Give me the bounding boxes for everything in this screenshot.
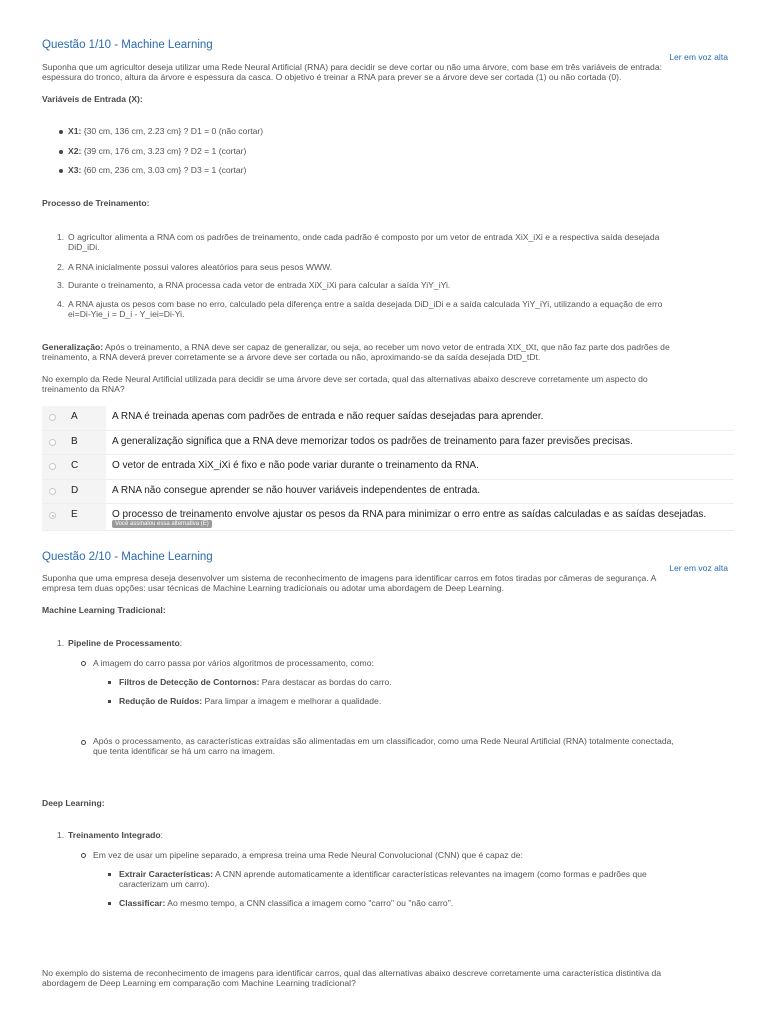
question-2-title: Questão 2/10 - Machine Learning	[42, 551, 213, 563]
paragraph-line: treinamento, a RNA deverá prever corretamente se a árvore deve ser cortada ou não, aproximando-se da saída desejada DtD_tDt.	[42, 352, 541, 363]
selected-answer-badge: Você assinalou essa alternativa (E)	[112, 520, 212, 528]
list-number: 1.	[57, 638, 65, 648]
intro-line: empresa tem duas opções: usar técnicas de Machine Learning tradicionais ou adotar uma abordagem de Deep Learning.	[42, 583, 504, 594]
inputs-heading: Variáveis de Entrada (X):	[42, 94, 143, 104]
list-item: Durante o treinamento, a RNA processa cada vetor de entrada XiX_iXi para calcular a saída YiY_iYi.	[68, 280, 451, 290]
list-number: 1.	[57, 232, 65, 242]
prompt-line: No exemplo do sistema de reconhecimento de imagens para identificar carros, qual das alternativas abaixo descreve corretamente uma característica distintiva da	[42, 968, 662, 978]
list-number: 4.	[57, 299, 65, 309]
list-item-line: DiD_iDi.	[68, 242, 100, 253]
colon: :	[160, 830, 164, 840]
option-letter: C	[71, 460, 79, 471]
list-item	[68, 638, 182, 648]
option-text: A RNA é treinada apenas com padrões de entrada e não requer saídas desejadas para aprender.	[112, 411, 544, 422]
intro-line: espessura do tronco, altura da árvore e espessura da casca. O objetivo é treinar a RNA para prever se a árvore deve ser cortada (1) ou não cortada (0).	[42, 72, 622, 83]
generalization-text: Após o treinamento, a RNA deve ser capaz de generalizar, ou seja, ao receber um novo vetor de entrada XtX_tXt, que não faz parte dos padrões de	[103, 342, 670, 352]
option-letter: D	[71, 484, 79, 496]
pipeline-label: Pipeline de Processamento	[68, 638, 180, 648]
extract-label: Extrair Características:	[119, 869, 214, 879]
list-item	[119, 677, 392, 687]
generalization-label: Generalização:	[42, 342, 104, 352]
bullet-icon	[59, 150, 63, 154]
intro-line: Suponha que um agricultor deseja utilizar uma Rede Neural Artificial (RNA) para decidir se deve cortar ou não uma árvore, com base em três variáveis de entrada:	[42, 62, 663, 72]
extract-text: A CNN aprende automaticamente a identificar características relevantes na imagem (como formas e padrões que	[213, 869, 647, 879]
option-letter: A	[71, 411, 78, 422]
list-item	[119, 869, 729, 890]
prompt-line: treinamento da RNA?	[42, 384, 125, 395]
list-item	[68, 232, 728, 253]
traditional-ml-heading: Machine Learning Tradicional:	[42, 605, 166, 615]
circle-bullet-icon	[81, 740, 86, 745]
list-item	[119, 696, 381, 706]
list-item	[68, 299, 728, 320]
radio-button[interactable]	[49, 488, 56, 495]
list-item: Em vez de usar um pipeline separado, a empresa treina uma Rede Neural Convolucional (CNN) que é capaz de:	[93, 850, 523, 860]
option-row[interactable]	[42, 455, 734, 480]
prompt-line: No exemplo da Rede Neural Artificial utilizada para decidir se uma árvore deve ser cortada, qual das alternativas abaixo descreve corretamente um aspecto do	[42, 374, 648, 384]
input-text: {60 cm, 236 cm, 3.03 cm} ? D3 = 1 (cortar)	[81, 165, 247, 175]
deep-learning-heading: Deep Learning:	[42, 798, 105, 808]
list-item	[68, 165, 246, 175]
option-row[interactable]	[42, 480, 734, 505]
square-bullet-icon	[108, 873, 111, 876]
training-heading: Processo de Treinamento:	[42, 198, 150, 208]
read-aloud-link[interactable]: Ler em voz alta	[669, 52, 728, 62]
question-1-prompt	[42, 374, 732, 395]
integrated-label: Treinamento Integrado	[68, 830, 161, 840]
list-item	[93, 736, 733, 757]
question-2-intro	[42, 573, 732, 594]
square-bullet-icon	[108, 902, 111, 905]
list-item-line: caracterizam um carro).	[119, 879, 210, 890]
list-item: A imagem do carro passa por vários algoritmos de processamento, como:	[93, 658, 374, 668]
list-item: A RNA inicialmente possui valores aleatórios para seus pesos WWW.	[68, 262, 333, 272]
colon: :	[179, 638, 183, 648]
option-text: O vetor de entrada XiX_iXi é fixo e não pode variar durante o treinamento da RNA.	[112, 460, 479, 471]
list-number: 3.	[57, 280, 65, 290]
input-label: X3:	[68, 165, 82, 175]
square-bullet-icon	[108, 681, 111, 684]
list-item-line: O agricultor alimenta a RNA com os padrões de treinamento, onde cada padrão é composto por um vetor de entrada XiX_iXi e a respectiva saída desejada	[68, 232, 660, 242]
option-text: A generalização significa que a RNA deve memorizar todos os padrões de treinamento para fazer previsões precisas.	[112, 435, 633, 447]
radio-button-selected[interactable]	[49, 512, 56, 519]
option-letter: E	[71, 509, 78, 520]
filter-label: Filtros de Detecção de Contornos:	[119, 677, 260, 687]
option-row[interactable]	[42, 431, 734, 456]
option-row[interactable]	[42, 406, 734, 431]
paragraph-line	[42, 342, 732, 352]
read-aloud-link[interactable]: Ler em voz alta	[669, 563, 728, 573]
classify-label: Classificar:	[119, 898, 166, 908]
question-2-prompt	[42, 968, 732, 989]
list-item-line: que tenta identificar se há um carro na imagem.	[93, 746, 275, 757]
prompt-line: abordagem de Deep Learning em comparação com Machine Learning tradicional?	[42, 978, 356, 989]
list-item-line: ei=Di-Yie_i = D_i - Y_iei=Di-Yi.	[68, 309, 185, 320]
radio-button[interactable]	[49, 463, 56, 470]
circle-bullet-icon	[81, 853, 86, 858]
filter-text: Para destacar as bordas do carro.	[259, 677, 392, 687]
classify-text: Ao mesmo tempo, a CNN classifica a imagem como "carro" ou "não carro".	[165, 898, 454, 908]
question-1-intro	[42, 62, 732, 83]
list-item	[68, 830, 163, 840]
list-item-line	[119, 869, 729, 879]
bullet-icon	[59, 169, 63, 173]
input-label: X1:	[68, 126, 82, 136]
bullet-icon	[59, 130, 63, 134]
list-number: 2.	[57, 262, 65, 272]
circle-bullet-icon	[81, 661, 86, 666]
list-item	[68, 146, 246, 156]
list-item	[119, 898, 453, 908]
answer-options	[42, 406, 734, 531]
input-text: {30 cm, 136 cm, 2.23 cm} ? D1 = 0 (não cortar)	[81, 126, 264, 136]
question-1-title: Questão 1/10 - Machine Learning	[42, 39, 213, 51]
list-item-line: A RNA ajusta os pesos com base no erro, calculado pela diferença entre a saída desejada DiD_iDi e a saída calculada YiY_iYi, utilizando a equação de erro	[68, 299, 663, 309]
filter-text: Para limpar a imagem e melhorar a qualidade.	[202, 696, 382, 706]
input-label: X2:	[68, 146, 82, 156]
radio-button[interactable]	[49, 414, 56, 421]
option-letter: B	[71, 435, 78, 447]
list-number: 1.	[57, 830, 65, 840]
option-row-selected[interactable]	[42, 504, 734, 531]
option-text: O processo de treinamento envolve ajustar os pesos da RNA para minimizar o erro entre as saídas calculadas e as saídas desejadas.	[112, 509, 707, 520]
list-item-line: Após o processamento, as características extraídas são alimentadas em um classificador, como uma Rede Neural Artificial (RNA) totalmente conectada,	[93, 736, 674, 746]
list-item	[68, 126, 263, 136]
filter-label: Redução de Ruídos:	[119, 696, 203, 706]
square-bullet-icon	[108, 700, 111, 703]
input-text: {39 cm, 176 cm, 3.23 cm} ? D2 = 1 (cortar)	[81, 146, 247, 156]
intro-line: Suponha que uma empresa deseja desenvolver um sistema de reconhecimento de imagens para identificar carros em fotos tiradas por câmeras de segurança. A	[42, 573, 657, 583]
generalization-paragraph	[42, 342, 732, 363]
radio-button[interactable]	[49, 439, 56, 446]
option-text: A RNA não consegue aprender se não houver variáveis independentes de entrada.	[112, 484, 481, 496]
